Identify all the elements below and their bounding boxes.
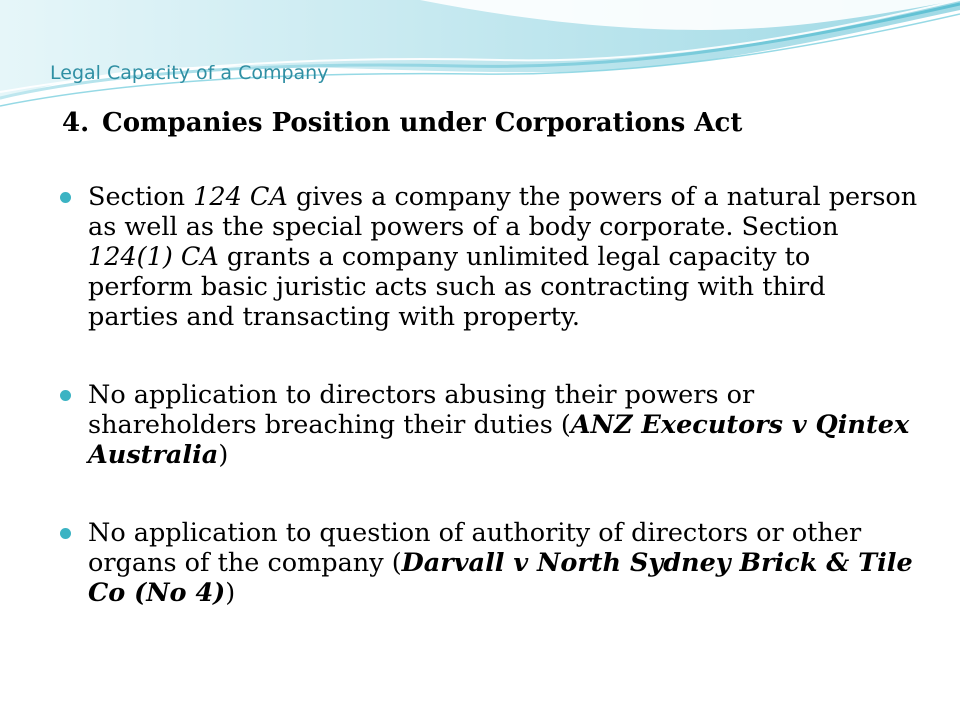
heading-number: 4.: [62, 108, 90, 138]
section-heading: [62, 108, 922, 138]
bullet-list: [60, 182, 920, 608]
bullet-item: No application to question of authority of directors or other organs of the company (Darvall v North Sydney Brick & Tile Co (No 4)): [60, 518, 920, 608]
bullet-item: Section 124 CA gives a company the powers of a natural person as well as the special powers of a body corporate. Section 124(1) CA grants a company unlimited legal capacity to perform basic juristic acts such as contracting with third parties and transacting with property.: [60, 182, 920, 332]
heading-text: Companies Position under Corporations Act: [102, 108, 743, 138]
case-citation: Darvall v North Sydney Brick & Tile Co (No 4): [88, 548, 913, 608]
bullet-dot-icon: [60, 192, 71, 203]
bullet-item: No application to directors abusing their powers or shareholders breaching their duties (ANZ Executors v Qintex Australia): [60, 380, 920, 470]
case-citation: ANZ Executors v Qintex Australia: [88, 410, 910, 470]
bullet-dot-icon: [60, 390, 71, 401]
slide-title: Legal Capacity of a Company: [50, 62, 329, 84]
bullet-dot-icon: [60, 528, 71, 539]
